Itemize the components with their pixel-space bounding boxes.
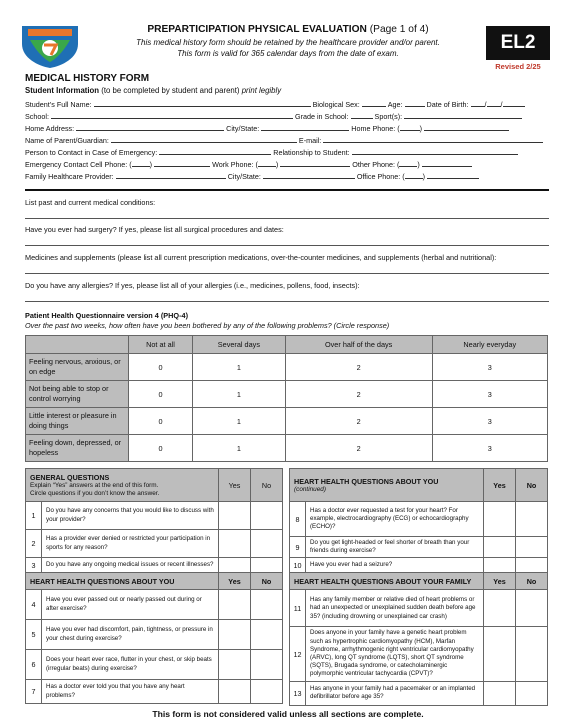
association-logo — [18, 22, 82, 68]
question-text: Has anyone in your family had a pacemaker or an implanted defibrillator before age 35? — [306, 681, 484, 705]
question-number: 9 — [290, 537, 306, 558]
form-code-badge: EL2 — [486, 26, 550, 60]
phq-col-several-days: Several days — [193, 336, 286, 354]
form-header-title — [100, 24, 476, 35]
sports-field[interactable] — [404, 111, 522, 119]
question-row — [290, 558, 548, 573]
field-row-provider: Family Healthcare Provider: City/State: Office Phone: ( ) — [25, 171, 479, 181]
surgery-answer-line[interactable] — [25, 245, 549, 246]
yes-checkbox[interactable] — [484, 590, 516, 627]
question-row — [26, 530, 283, 558]
bio-sex-label: Biological Sex: — [312, 100, 360, 109]
question-text: Have you ever had discomfort, pain, tightness, or pressure in your chest during exercise? — [42, 620, 219, 650]
general-header — [26, 469, 219, 502]
city-state-field[interactable] — [261, 123, 349, 131]
phq-row-label: Feeling nervous, anxious, or on edge — [26, 354, 129, 381]
phq-col-over-half: Over half of the days — [285, 336, 432, 354]
question-row — [26, 620, 283, 650]
phq-row-label: Not being able to stop or control worrying — [26, 381, 129, 408]
heart-family-no-header: No — [516, 573, 548, 590]
medicines-label: Medicines and supplements (please list all current prescription medications, over-the-counter medicines, and supplements (herbal and nutritional): — [25, 253, 497, 262]
general-title: GENERAL QUESTIONS — [30, 472, 110, 482]
address-field[interactable] — [76, 123, 224, 131]
form-footer: This form is not considered valid unless all sections are complete. — [152, 709, 424, 719]
student-name-field[interactable] — [94, 99, 311, 107]
heart-family-title: HEART HEALTH QUESTIONS ABOUT YOUR FAMILY — [290, 573, 484, 590]
home-phone-area-field[interactable] — [400, 123, 420, 131]
phq-response[interactable]: 0 — [129, 381, 193, 408]
sports-label: Sport(s): — [374, 112, 403, 121]
question-text: Have you ever passed out or nearly passed out during or after exercise? — [42, 590, 219, 620]
question-number: 10 — [290, 558, 306, 573]
general-and-heart-table — [25, 468, 283, 704]
no-checkbox[interactable] — [251, 530, 283, 558]
question-number: 1 — [26, 502, 42, 530]
heart-cont-no-header: No — [516, 469, 548, 502]
phq-header-blank — [26, 336, 129, 354]
question-row — [290, 590, 548, 627]
email-field[interactable] — [323, 135, 543, 143]
relationship-field[interactable] — [352, 147, 518, 155]
yes-checkbox[interactable] — [219, 650, 251, 680]
question-row — [26, 680, 283, 704]
no-checkbox[interactable] — [516, 558, 548, 573]
question-text: Do you have any concerns that you would like to discuss with your provider? — [42, 502, 219, 530]
phq-response[interactable]: 0 — [129, 408, 193, 435]
dob-month-field[interactable] — [471, 99, 485, 107]
school-field[interactable] — [51, 111, 293, 119]
student-info-label: Student Information — [25, 86, 100, 95]
grade-label: Grade in School: — [294, 112, 349, 121]
no-checkbox[interactable] — [516, 590, 548, 627]
age-field[interactable] — [405, 99, 425, 107]
heart-you-title: HEART HEALTH QUESTIONS ABOUT YOU — [26, 573, 219, 590]
question-row — [26, 558, 283, 573]
question-row — [290, 681, 548, 705]
office-phone-field[interactable] — [427, 171, 479, 179]
allergies-answer-line[interactable] — [25, 301, 549, 302]
question-text: Does anyone in your family have a genetic heart problem such as hypertrophic cardiomyopathy (HCM), Marfan Syndrome, arrhythmogenic right ventricular cardiomyopathy (ARVC), long QT syndrome (LQTS), short QT syndrome (SQTS), Brugada syndrome, or catecholaminergic polymorphic ventricular tachycardia (CPVT)? — [306, 627, 484, 681]
office-phone-label: Office Phone: ( — [356, 172, 405, 181]
dob-day-field[interactable] — [487, 99, 501, 107]
phq-response[interactable]: 1 — [193, 381, 286, 408]
general-yes-header: Yes — [219, 469, 251, 502]
question-text: Has a doctor ever told you that you have any heart problems? — [42, 680, 219, 704]
relationship-label: Relationship to Student: — [273, 148, 350, 157]
question-row — [290, 627, 548, 681]
revision-date: Revised 2/25 — [495, 62, 541, 71]
heart-cont-yes-header: Yes — [484, 469, 516, 502]
question-number: 6 — [26, 650, 42, 680]
home-phone-field[interactable] — [424, 123, 509, 131]
yes-checkbox[interactable] — [484, 537, 516, 558]
yes-checkbox[interactable] — [484, 681, 516, 705]
other-phone-label: Other Phone: ( — [352, 160, 400, 169]
yes-checkbox[interactable] — [219, 590, 251, 620]
no-checkbox[interactable] — [251, 620, 283, 650]
parent-label: Name of Parent/Guardian: — [25, 136, 109, 145]
emergency-cell-label: Emergency Contact Cell Phone: ( — [25, 160, 132, 169]
phq-response[interactable]: 3 — [432, 354, 547, 381]
general-explain: Explain “Yes” answers at the end of this form. — [30, 481, 159, 489]
phq-response[interactable]: 2 — [285, 381, 432, 408]
city-state-label: City/State: — [226, 124, 260, 133]
home-phone-label: Home Phone: ( — [351, 124, 400, 133]
question-text: Does your heart ever race, flutter in your chest, or skip beats (irregular beats) during exercise? — [42, 650, 219, 680]
phq-response[interactable]: 0 — [129, 354, 193, 381]
no-checkbox[interactable] — [251, 650, 283, 680]
yes-checkbox[interactable] — [219, 680, 251, 704]
phq-response[interactable]: 3 — [432, 381, 547, 408]
question-number: 13 — [290, 681, 306, 705]
no-checkbox[interactable] — [516, 627, 548, 681]
no-checkbox[interactable] — [251, 502, 283, 530]
question-row — [26, 650, 283, 680]
other-phone-field[interactable] — [422, 159, 472, 167]
question-number: 8 — [290, 502, 306, 537]
phq-response[interactable]: 2 — [285, 435, 432, 462]
heart-cont-continued: (continued) — [294, 485, 326, 493]
no-checkbox[interactable] — [251, 558, 283, 573]
general-circle-note: Circle questions if you don’t know the answer. — [30, 489, 160, 497]
heart-you-yes-header: Yes — [219, 573, 251, 590]
question-row — [290, 502, 548, 537]
surgery-question — [25, 225, 549, 234]
emergency-contact-label: Person to Contact in Case of Emergency: — [25, 148, 158, 157]
address-label: Home Address: — [25, 124, 75, 133]
provider-field[interactable] — [116, 171, 226, 179]
heart-you-no-header: No — [251, 573, 283, 590]
heart-cont-header — [290, 469, 484, 502]
question-text: Have you ever had a seizure? — [306, 558, 484, 573]
emergency-cell-area-field[interactable] — [132, 159, 150, 167]
phq-title: Patient Health Questionnaire version 4 (PHQ-4) — [25, 311, 189, 320]
work-phone-area-field[interactable] — [258, 159, 276, 167]
subtitle-line-2: This form is valid for 365 calendar days from the date of exam. — [177, 49, 399, 58]
yes-checkbox[interactable] — [219, 558, 251, 573]
phq-row-label: Feeling down, depressed, or hopeless — [26, 435, 129, 462]
other-phone-area-field[interactable] — [399, 159, 417, 167]
phq-col-not-at-all: Not at all — [129, 336, 193, 354]
field-row-name: Student’s Full Name: Biological Sex: Age: Date of Birth: / / — [25, 99, 525, 109]
no-checkbox[interactable] — [516, 537, 548, 558]
phq-row — [26, 408, 548, 435]
conditions-question — [25, 198, 549, 207]
question-text: Has a provider ever denied or restricted your participation in sports for any reason? — [42, 530, 219, 558]
phq-row — [26, 381, 548, 408]
work-phone-field[interactable] — [280, 159, 350, 167]
general-header-row — [26, 469, 283, 502]
question-row — [290, 537, 548, 558]
heart-cont-title: HEART HEALTH QUESTIONS ABOUT YOU — [294, 476, 439, 486]
no-checkbox[interactable] — [516, 681, 548, 705]
question-number: 12 — [290, 627, 306, 681]
parent-field[interactable] — [111, 135, 297, 143]
school-label: School: — [25, 112, 49, 121]
yes-checkbox[interactable] — [484, 558, 516, 573]
form-subtitle — [96, 37, 480, 59]
question-row — [26, 502, 283, 530]
provider-city-state-field[interactable] — [263, 171, 355, 179]
question-row — [26, 590, 283, 620]
work-phone-label: Work Phone: ( — [212, 160, 258, 169]
phq-subtitle: Over the past two weeks, how often have you been bothered by any of the following problems? (Circle response) — [25, 321, 390, 330]
provider-label: Family Healthcare Provider: — [25, 172, 114, 181]
no-checkbox[interactable] — [251, 680, 283, 704]
age-label: Age: — [387, 100, 403, 109]
grade-field[interactable] — [351, 111, 373, 119]
medicines-question — [25, 253, 549, 262]
question-text: Do you get light-headed or feel shorter of breath than your friends during exercise? — [306, 537, 484, 558]
phq-response[interactable]: 3 — [432, 435, 547, 462]
question-number: 11 — [290, 590, 306, 627]
phq-response[interactable]: 3 — [432, 408, 547, 435]
emergency-contact-field[interactable] — [159, 147, 271, 155]
phq-table — [25, 335, 548, 462]
student-info-note: (to be completed by student and parent) — [101, 86, 240, 95]
allergies-label: Do you have any allergies? If yes, please list all of your allergies (i.e., medicines, pollens, food, insects): — [25, 281, 360, 290]
phq-col-nearly-everyday: Nearly everyday — [432, 336, 547, 354]
phq-row-label: Little interest or pleasure in doing things — [26, 408, 129, 435]
phq-response[interactable]: 1 — [193, 435, 286, 462]
surgery-label: Have you ever had surgery? If yes, please list all surgical procedures and dates: — [25, 225, 284, 234]
question-number: 2 — [26, 530, 42, 558]
heart-continued-family-table — [289, 468, 548, 706]
emergency-cell-field[interactable] — [154, 159, 210, 167]
question-text: Has a doctor ever requested a test for your heart? For example, electrocardiography (ECG) or echocardiography (ECHO)? — [306, 502, 484, 537]
question-number: 3 — [26, 558, 42, 573]
office-phone-area-field[interactable] — [405, 171, 423, 179]
email-label: E-mail: — [298, 136, 322, 145]
yes-checkbox[interactable] — [219, 530, 251, 558]
yes-checkbox[interactable] — [484, 502, 516, 537]
heart-family-header-row — [290, 573, 548, 590]
allergies-question — [25, 281, 549, 290]
general-no-header: No — [251, 469, 283, 502]
phq-response[interactable]: 1 — [193, 354, 286, 381]
student-info-heading — [25, 86, 281, 95]
phq-response[interactable]: 2 — [285, 408, 432, 435]
question-number: 4 — [26, 590, 42, 620]
student-name-label: Student’s Full Name: — [25, 100, 92, 109]
conditions-label: List past and current medical conditions: — [25, 198, 156, 207]
bio-sex-field[interactable] — [362, 99, 386, 107]
question-text: Has any family member or relative died of heart problems or had an unexpected or unexplained sudden death before age 35? (including drowning or unexplained car crash) — [306, 590, 484, 627]
student-info-note-italic: print legibly — [241, 86, 282, 95]
heart-family-yes-header: Yes — [484, 573, 516, 590]
field-row-address: Home Address: City/State: Home Phone: ( ) — [25, 123, 509, 133]
dob-label: Date of Birth: — [426, 100, 469, 109]
medicines-answer-line[interactable] — [25, 273, 549, 274]
question-number: 7 — [26, 680, 42, 704]
no-checkbox[interactable] — [251, 590, 283, 620]
dob-year-field[interactable] — [503, 99, 525, 107]
no-checkbox[interactable] — [516, 502, 548, 537]
conditions-answer-line[interactable] — [25, 218, 549, 219]
heart-you-header-row — [26, 573, 283, 590]
yes-checkbox[interactable] — [219, 620, 251, 650]
phq-response[interactable]: 1 — [193, 408, 286, 435]
field-row-school — [25, 111, 522, 121]
page-indicator: (Page 1 of 4) — [369, 24, 429, 35]
phq-response[interactable]: 0 — [129, 435, 193, 462]
field-row-parent — [25, 135, 543, 145]
section-title: MEDICAL HISTORY FORM — [25, 73, 150, 84]
question-number: 5 — [26, 620, 42, 650]
phq-row — [26, 354, 548, 381]
subtitle-line-1: This medical history form should be retained by the healthcare provider and/or parent. — [136, 38, 440, 47]
field-row-phones: Emergency Contact Cell Phone: ( ) Work Phone: ( ) Other Phone: ( ) — [25, 159, 472, 169]
heart-cont-header-row — [290, 469, 548, 502]
phq-response[interactable]: 2 — [285, 354, 432, 381]
section-divider — [25, 189, 549, 191]
question-text: Do you have any ongoing medical issues or recent illnesses? — [42, 558, 219, 573]
field-row-emergency — [25, 147, 518, 157]
form-title-main: PREPARTICIPATION PHYSICAL EVALUATION — [147, 24, 367, 35]
yes-checkbox[interactable] — [484, 627, 516, 681]
yes-checkbox[interactable] — [219, 502, 251, 530]
phq-header-row — [26, 336, 548, 354]
provider-city-state-label: City/State: — [227, 172, 261, 181]
phq-row — [26, 435, 548, 462]
